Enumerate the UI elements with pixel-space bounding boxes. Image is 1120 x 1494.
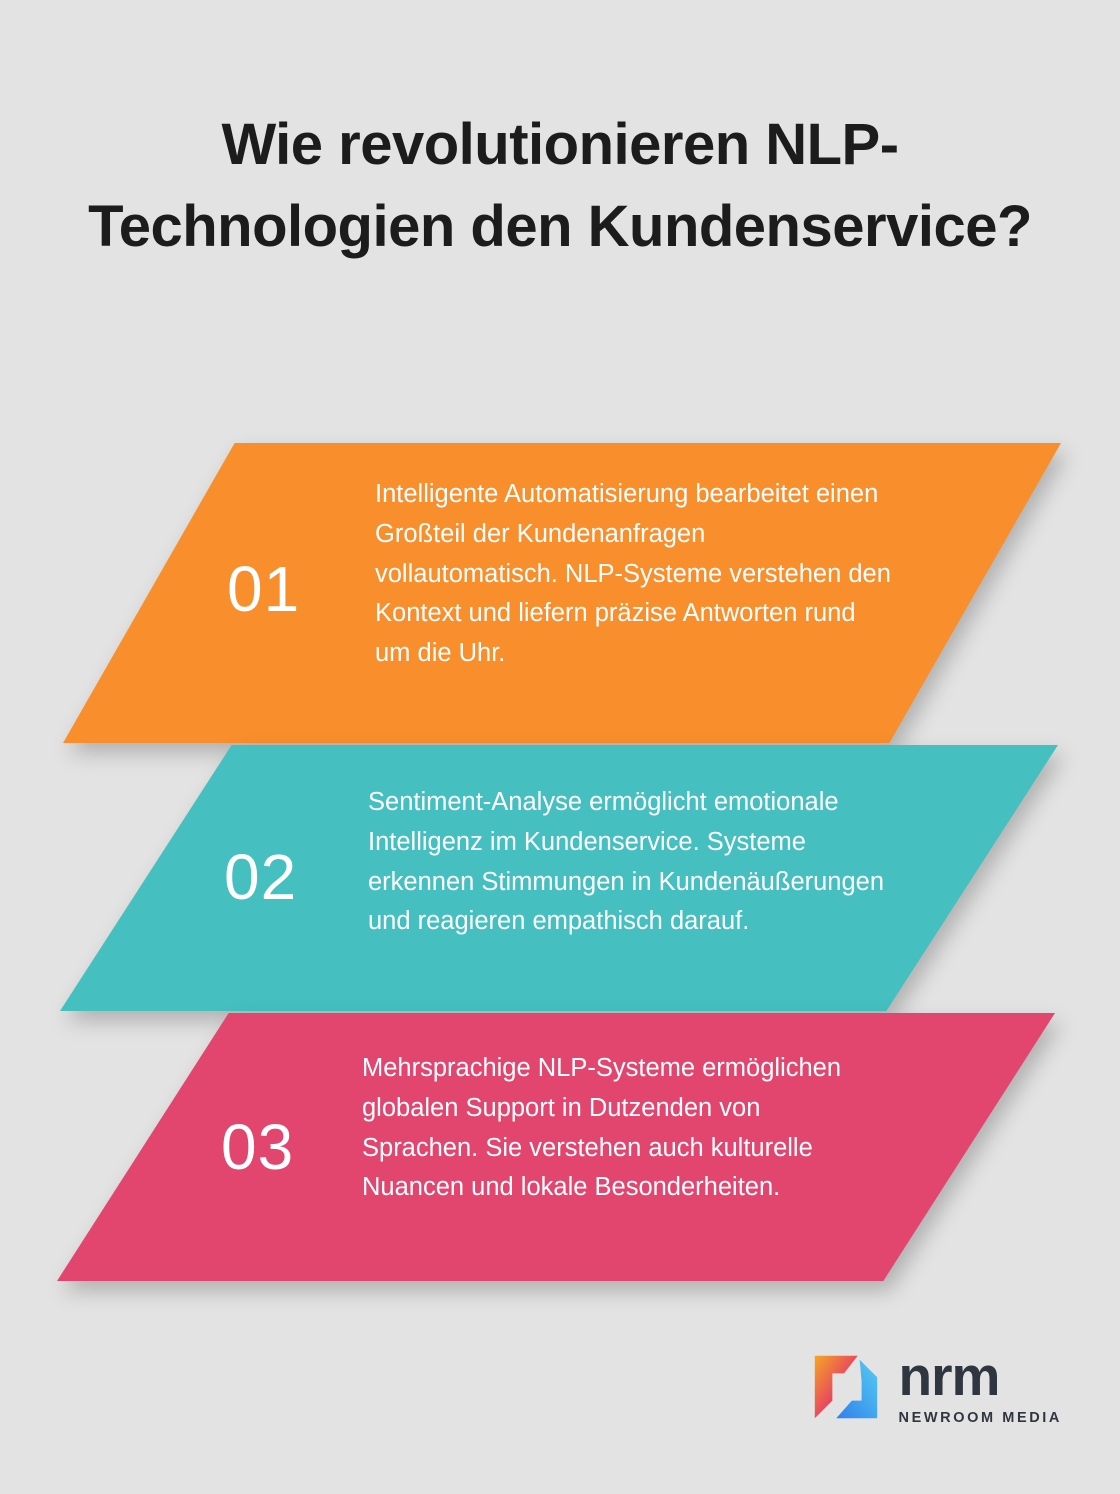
step-text-1: Intelligente Automatisierung bearbeitet einen Großteil der Kundenanfragen vollautomatisch. NLP-Systeme verstehen den Kontext und liefern präzise Antworten rund um die Uhr. xyxy=(375,480,891,668)
step-band-2 xyxy=(60,745,1058,1011)
steps-list xyxy=(0,443,1120,1283)
step-number-3: 03 xyxy=(221,1111,295,1183)
logo-name: nrm xyxy=(898,1344,1000,1407)
step-number-1: 01 xyxy=(227,553,301,625)
step-number-2: 02 xyxy=(224,841,298,913)
step-band-3 xyxy=(57,1013,1055,1281)
step-text-2: Sentiment-Analyse ermöglicht emotionale Intelligenz im Kundenservice. Systeme erkennen Stimmungen in Kundenäußerungen und reagieren empathisch darauf. xyxy=(368,788,885,936)
logo-subtitle: NEWROOM MEDIA xyxy=(898,1409,1062,1426)
nrm-logo-icon xyxy=(807,1348,885,1426)
brand-logo xyxy=(807,1344,1063,1426)
step-row-2 xyxy=(0,745,1120,1013)
step-text-3: Mehrsprachige NLP-Systeme ermöglichen globalen Support in Dutzenden von Sprachen. Sie verstehen auch kulturelle Nuancen und lokale Besonderheiten. xyxy=(362,1054,842,1202)
step-row-1 xyxy=(0,443,1120,745)
page-title: Wie revolutionieren NLP-Technologien den Kundenservice? xyxy=(88,112,1032,260)
step-band-1 xyxy=(63,443,1061,743)
step-row-3 xyxy=(0,1013,1120,1283)
